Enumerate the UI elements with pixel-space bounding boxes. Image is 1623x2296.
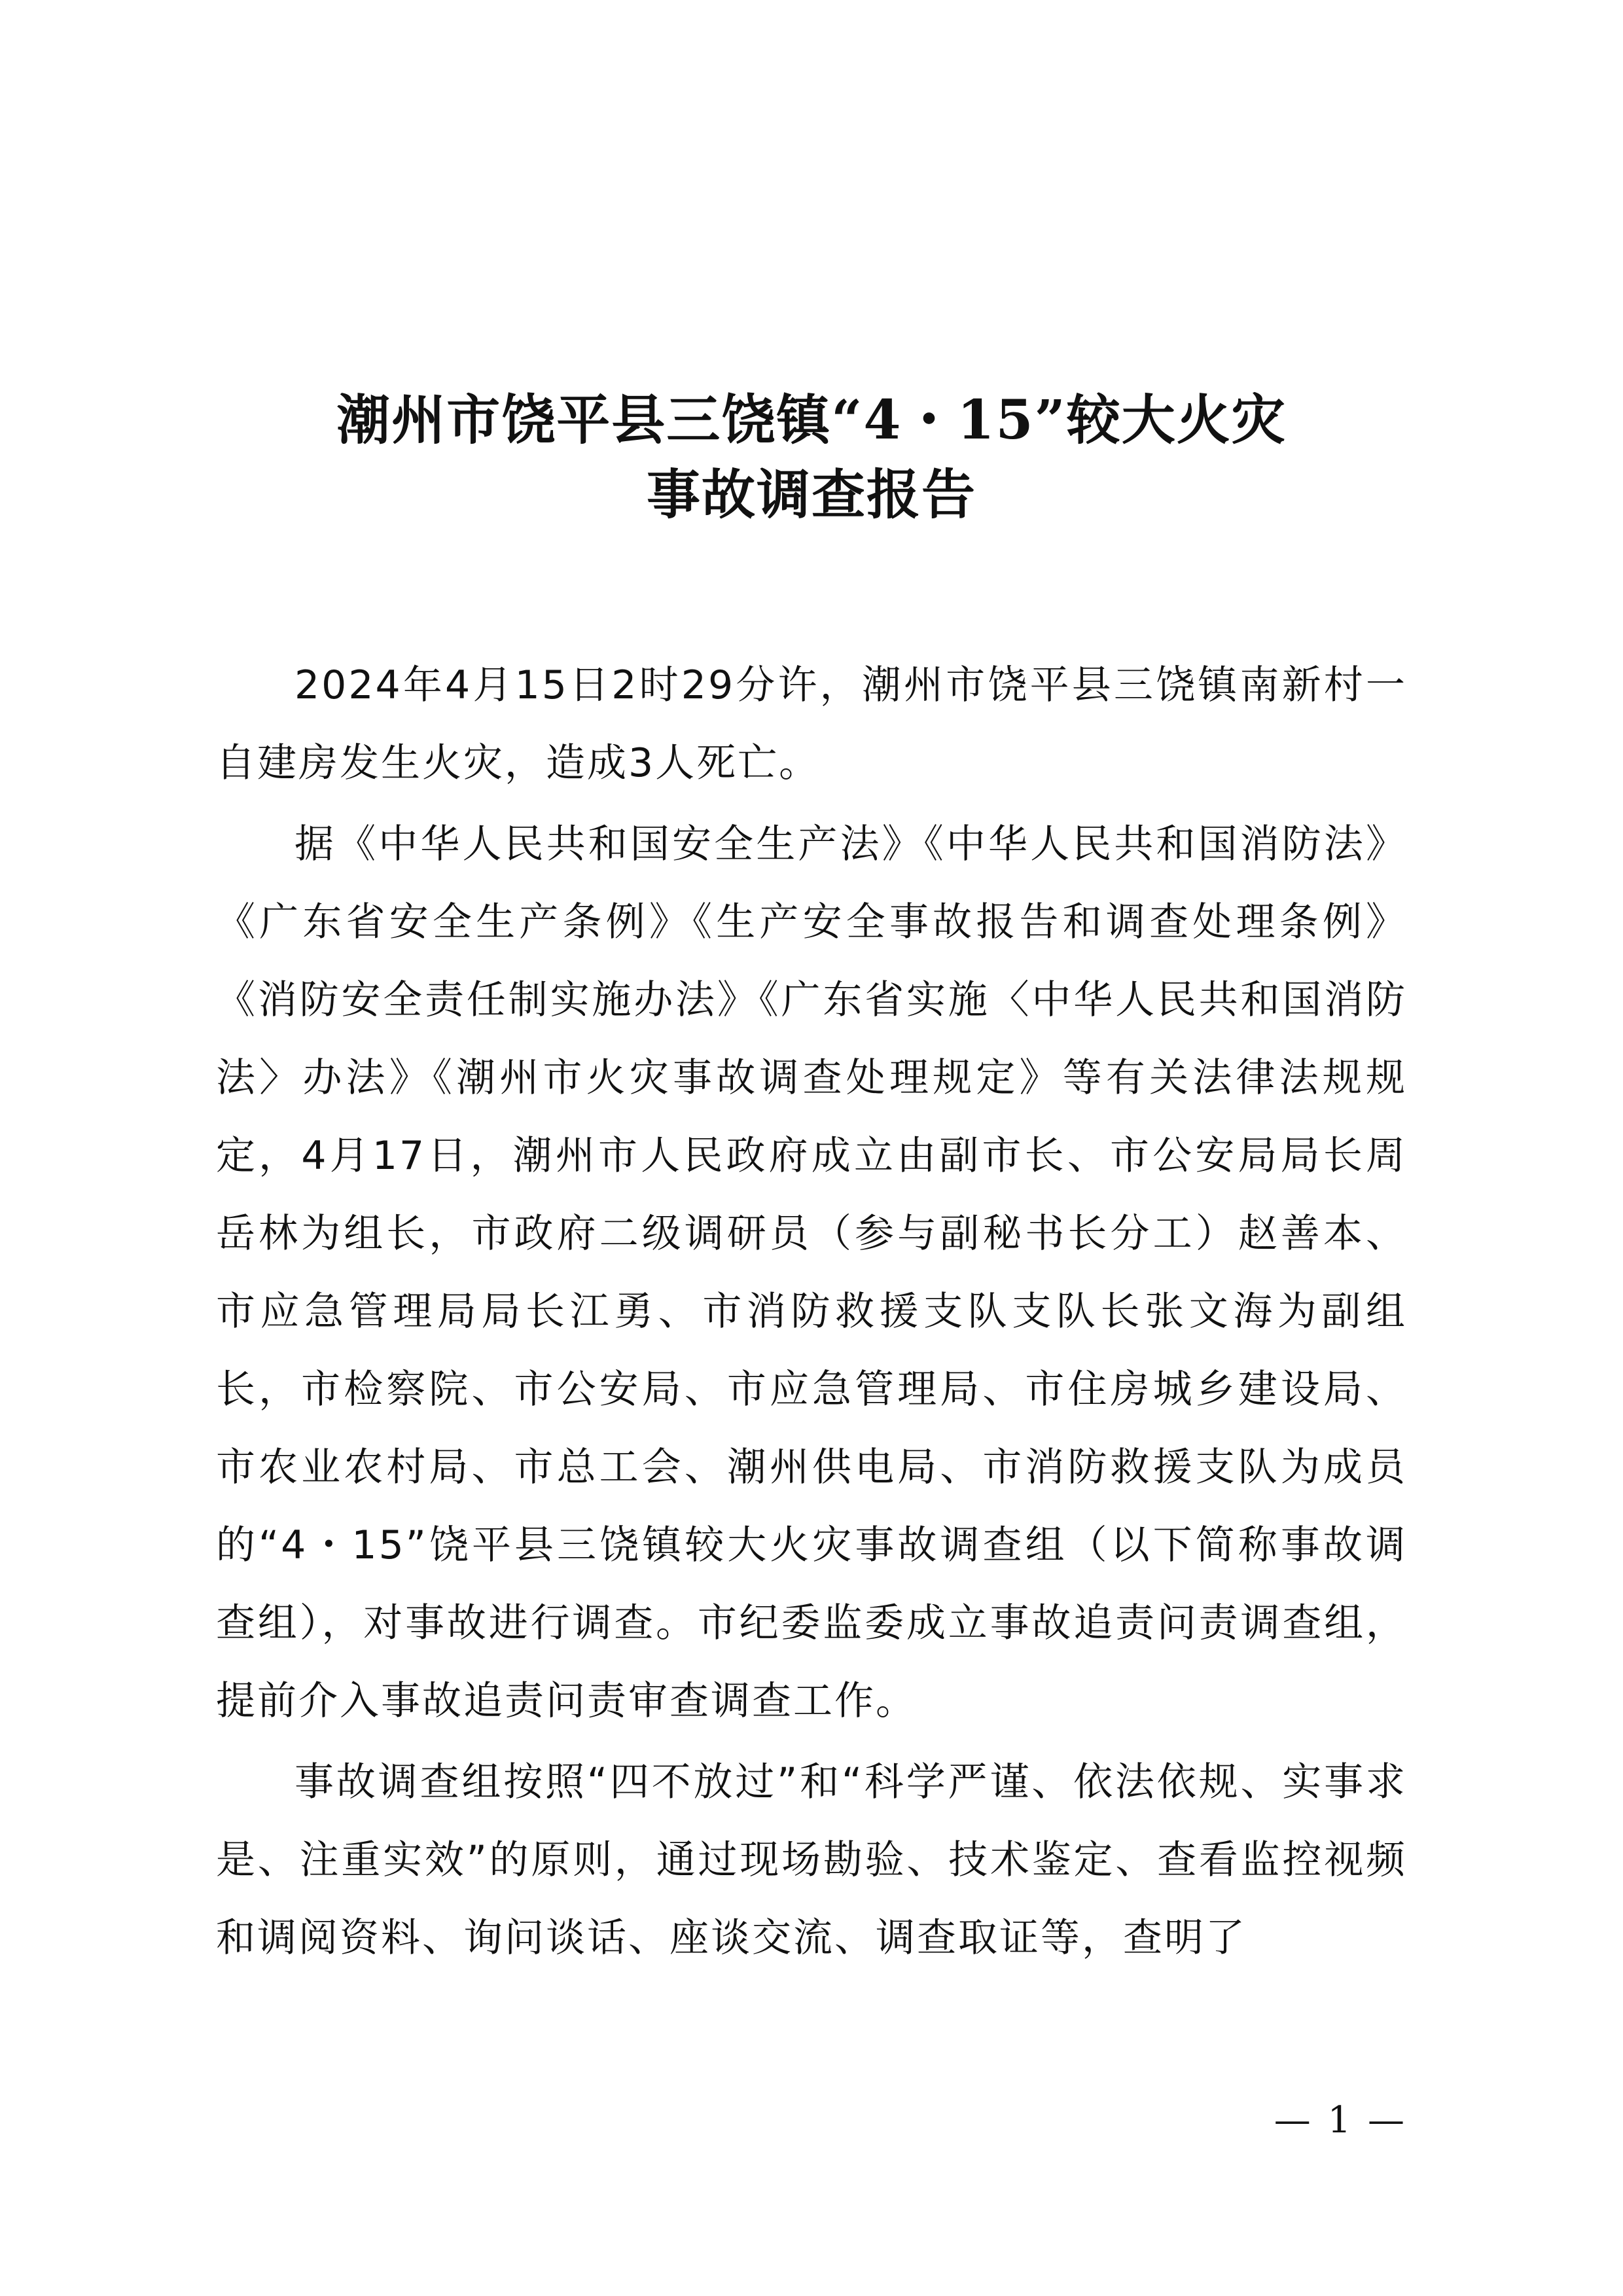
title-line-1: 潮州市饶平县三饶镇“4・15”较大火灾	[336, 389, 1287, 452]
page-number: — 1 —	[1274, 2099, 1407, 2142]
paragraph-investigation-principles: 事故调查组按照“四不放过”和“科学严谨、依法依规、实事求是、注重实效”的原则，通过现场勘验、技术鉴定、查看监控视频和调阅资料、询问谈话、座谈交流、调查取证等，查明了	[216, 1759, 1407, 1961]
document-body	[216, 647, 1407, 1981]
title-line-2: 事故调查报告	[646, 463, 976, 526]
document-title	[196, 383, 1427, 532]
paragraph-legal-basis: 据《中华人民共和国安全生产法》《中华人民共和国消防法》《广东省安全生产条例》《生产安全事故报告和调查处理条例》《消防安全责任制实施办法》《广东省实施〈中华人民共和国消防法〉办法》《潮州市火灾事故调查处理规定》等有关法律法规规定，4月17日，潮州市人民政府成立由副市长、市公安局局长周岳林为组长，市政府二级调研员（参与副秘书长分工）赵善本、市应急管理局局长江勇、市消防救援支队支队长张文海为副组长，市检察院、市公安局、市应急管理局、市住房城乡建设局、市农业农村局、市总工会、潮州供电局、市消防救援支队为成员的“4・15”饶平县三饶镇较大火灾事故调查组（以下简称事故调查组），对事故进行调查。市纪委监委成立事故追责问责调查组，提前介入事故追责问责审查调查工作。	[216, 821, 1407, 1724]
paragraph-incident-summary: 2024年4月15日2时29分许，潮州市饶平县三饶镇南新村一自建房发生火灾，造成3人死亡。	[216, 662, 1407, 786]
